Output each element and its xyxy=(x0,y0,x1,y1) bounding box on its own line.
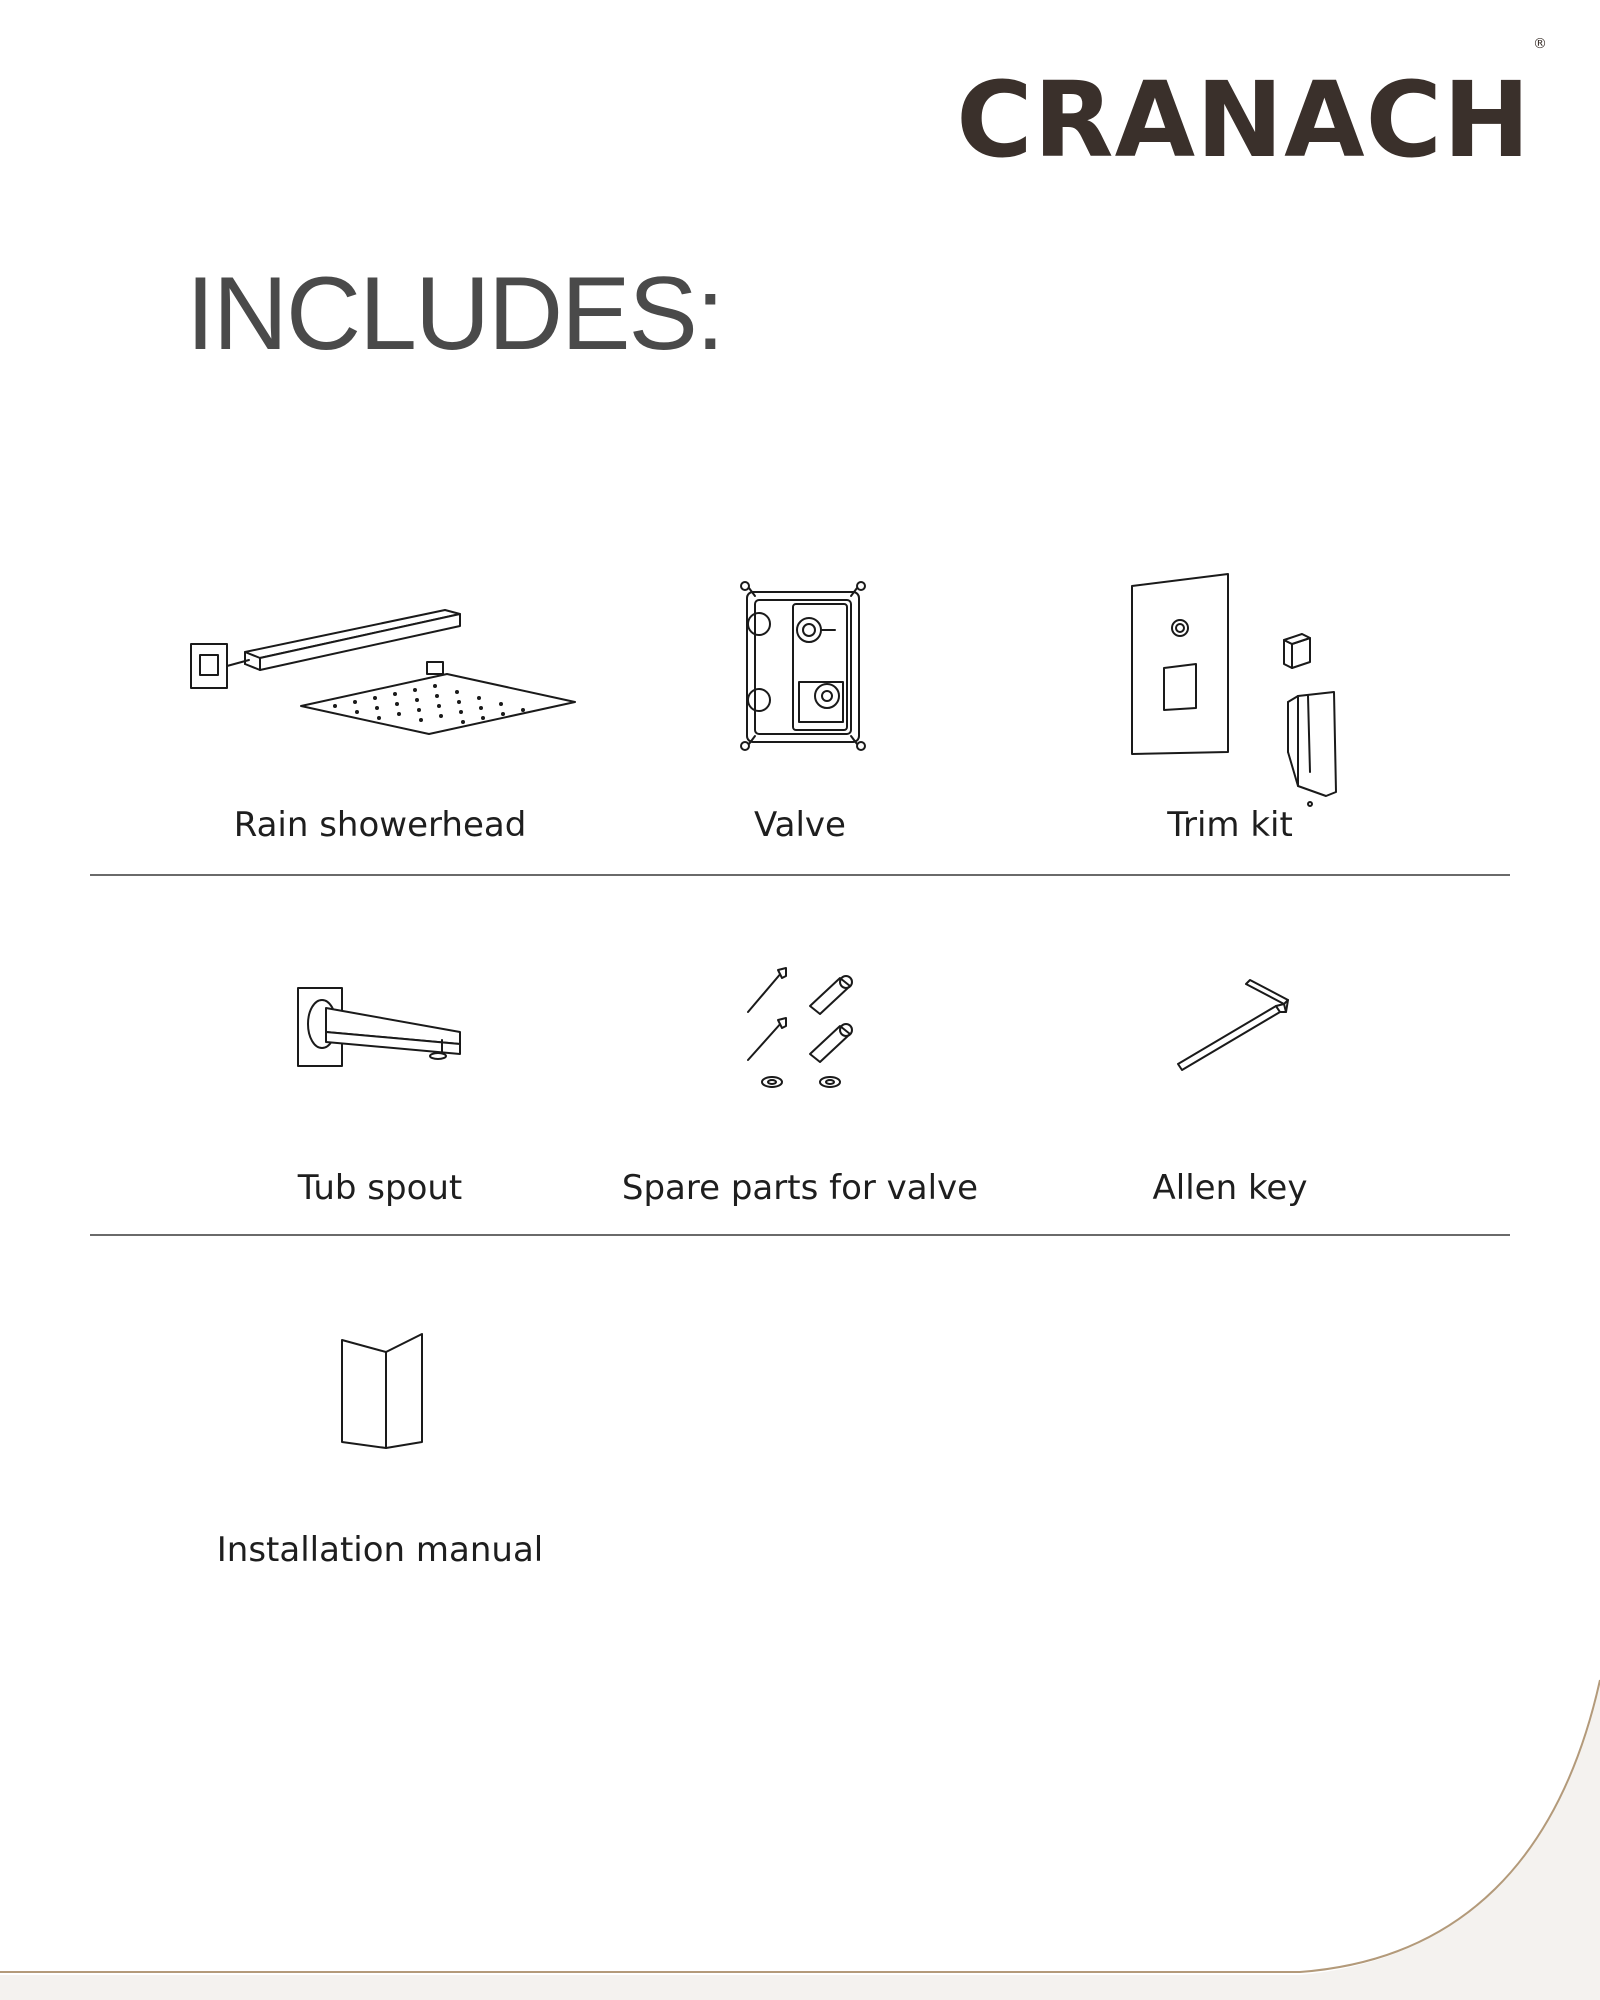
spare-parts-icon xyxy=(742,966,862,1096)
tub-spout-icon xyxy=(292,984,472,1084)
allen-key-icon xyxy=(1174,978,1294,1074)
installation-manual-icon xyxy=(336,1330,428,1450)
brand-logo: CRANACH® xyxy=(956,36,1548,181)
item-label: Allen key xyxy=(1152,1168,1308,1208)
page-title: INCLUDES: xyxy=(186,256,723,372)
trim-kit-icon xyxy=(1128,572,1338,812)
item-label: Spare parts for valve xyxy=(621,1168,979,1208)
row-divider-1 xyxy=(90,874,1510,876)
item-label: Trim kit xyxy=(1167,805,1293,845)
valve-icon xyxy=(735,578,870,753)
rain-showerhead-icon xyxy=(185,600,585,730)
item-label: Tub spout xyxy=(297,1168,463,1208)
item-label: Installation manual xyxy=(216,1530,544,1570)
item-label: Valve xyxy=(754,805,846,845)
registered-mark: ® xyxy=(1533,36,1548,53)
row-divider-2 xyxy=(90,1234,1510,1236)
item-label: Rain showerhead xyxy=(233,805,527,845)
